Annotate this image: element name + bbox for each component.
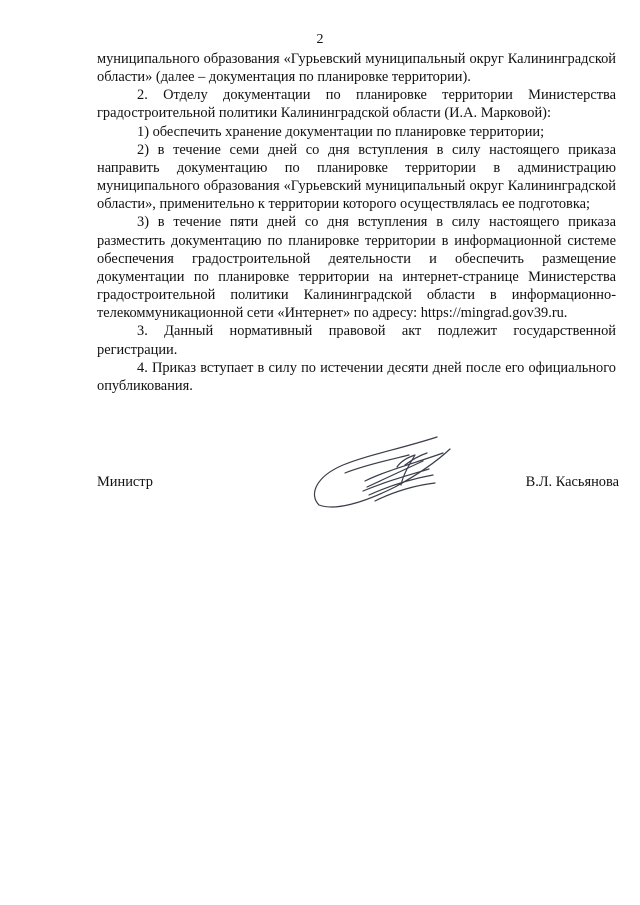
paragraph-item-2: 2. Отделу документации по планировке территории Министерства градостроительной политики Калининградской области (И.А. Марковой):	[97, 87, 616, 122]
paragraph-continuation: муниципального образования «Гурьевский муниципальный округ Калининградской области» (далее – документация по планировке территории).	[97, 51, 616, 86]
page-number: 2	[316, 32, 324, 47]
paragraph-item-4: 4. Приказ вступает в силу по истечении десяти дней после его официального опубликования.	[97, 359, 616, 394]
signatory-title: Министр	[97, 474, 153, 490]
paragraph-subitem-3: 3) в течение пяти дней со дня вступления в силу настоящего приказа разместить документацию по планировке территории в информационной системе обеспечения градостроительной деятельности и обеспечить размещение документации по планировке территории на интернет-странице Министерства градостроительной политики Калининградской области в информационно-телекоммуникационной сети «Интернет» по адресу: https://mingrad.gov39.ru.	[97, 214, 616, 322]
document-body	[97, 50, 616, 395]
paragraph-subitem-1: 1) обеспечить хранение документации по планировке территории;	[137, 123, 545, 140]
signatory-name: В.Л. Касьянова	[525, 474, 619, 490]
paragraph-item-3: 3. Данный нормативный правовой акт подлежит государственной регистрации.	[97, 323, 616, 358]
paragraph-subitem-2: 2) в течение семи дней со дня вступления в силу настоящего приказа направить документацию по планировке территории в администрацию муниципального образования «Гурьевский муниципальный округ Калининградской области», применительно к территории которого осуществлялась ее подготовка;	[97, 141, 616, 213]
handwritten-signature	[305, 425, 465, 520]
